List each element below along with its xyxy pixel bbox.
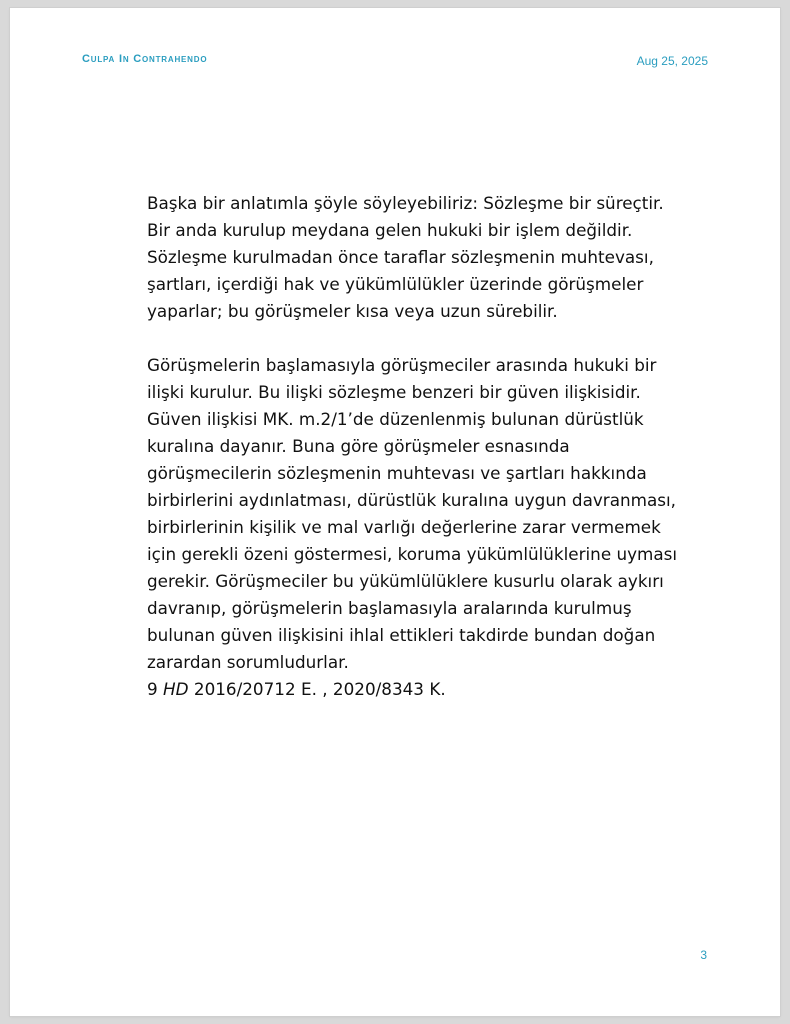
case-citation: [147, 676, 692, 703]
body-paragraph-1: Başka bir anlatımla şöyle söyleyebiliriz: Sözleşme bir süreçtir. Bir anda kurulup meydana gelen hukuki bir işlem değildir. Sözleşme kurulmadan önce taraflar sözleşmenin muhtevası, şartları, içerdiği hak ve yükümlülükler üzerinde görüşmeler yaparlar; bu görüşmeler kısa veya uzun sürebilir.: [147, 193, 664, 321]
running-header-title: Culpa In Contrahendo: [82, 53, 208, 65]
running-header-date: Aug 25, 2025: [636, 54, 708, 68]
body-paragraph-2: Görüşmelerin başlamasıyla görüşmeciler arasında hukuki bir ilişki kurulur. Bu ilişki sözleşme benzeri bir güven ilişkisidir. Güven ilişkisi MK. m.2/1’de düzenlenmiş bulunan dürüstlük kuralına dayanır. Buna göre görüşmeler esnasında görüşmecilerin sözleşmenin muhtevası ve şartları hakkında birbirlerini aydınlatması, dürüstlük kuralına uygun davranması, birbirlerinin kişilik ve mal varlığı değerlerine zarar vermemek için gerekli özeni göstermesi, koruma yükümlülüklerine uyması gerekir. Görüşmeciler bu yükümlülüklere kusurlu olarak aykırı davranıp, görüşmelerin başlamasıyla aralarında kurulmuş bulunan güven ilişkisini ihlal ettikleri takdirde bundan doğan zarardan sorumludurlar.: [147, 355, 678, 672]
citation-prefix: 9: [147, 679, 164, 699]
citation-suffix: 2016/20712 E. , 2020/8343 K.: [188, 679, 446, 699]
page-number: 3: [700, 948, 707, 962]
document-body: [147, 190, 692, 703]
document-page: [10, 8, 780, 1016]
citation-court: HD: [163, 679, 189, 699]
paragraph-spacer: [147, 325, 692, 352]
